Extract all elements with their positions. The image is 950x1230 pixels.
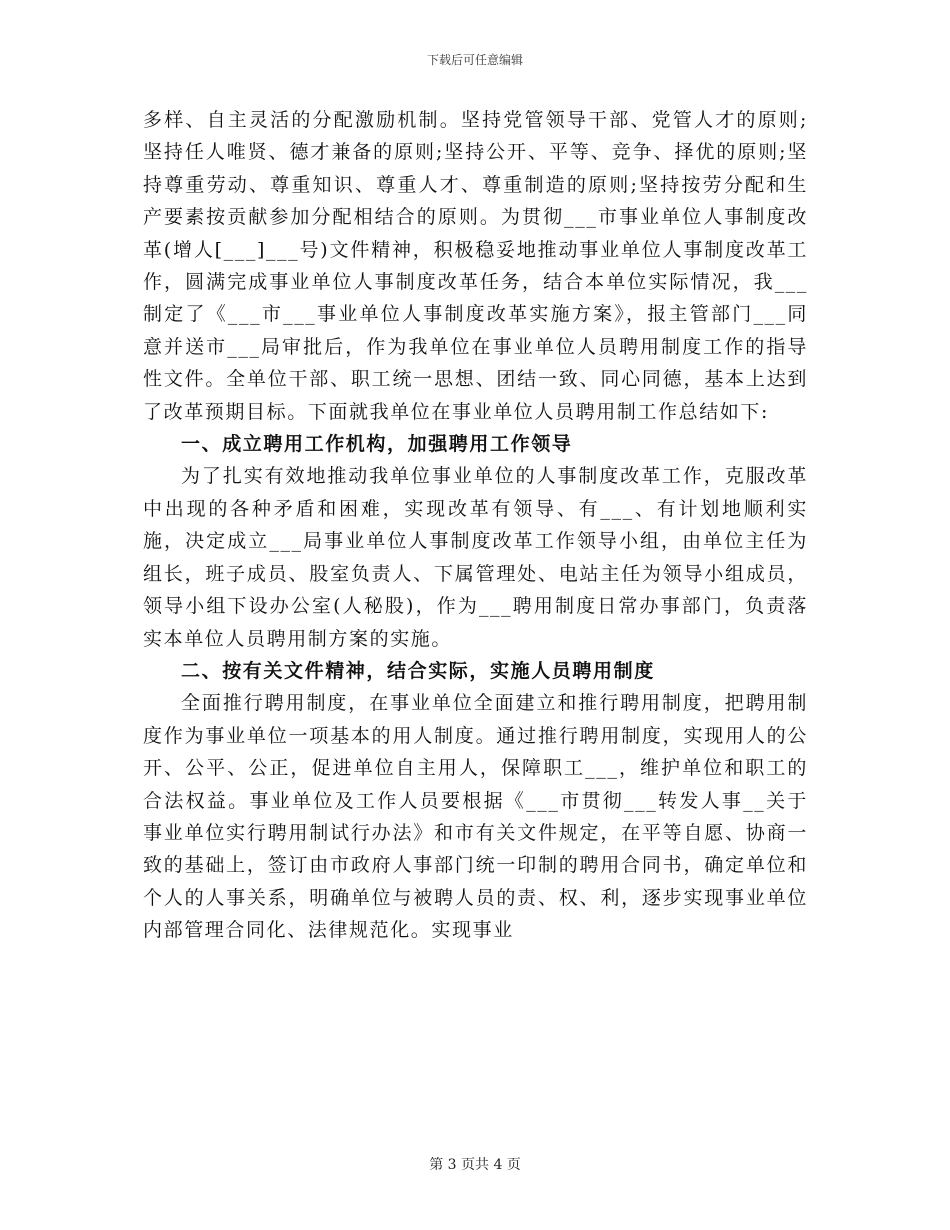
paragraph-section-2: 全面推行聘用制度，在事业单位全面建立和推行聘用制度，把聘用制度作为事业单位一项基本的用人制度。通过推行聘用制度，实现用人的公开、公平、公正，促进单位自主用人，保障职工___，维护单位和职工的合法权益。事业单位及工作人员要根据《___市贯彻___转发人事__关于事业单位实行聘用制试行办法》和市有关文件规定，在平等自愿、协商一致的基础上，签订由市政府人事部门统一印制的聘用合同书，确定单位和个人的人事关系，明确单位与被聘人员的责、权、利，逐步实现事业单位内部管理合同化、法律规范化。实现事业 xyxy=(143,692,808,942)
page-header: 下载后可任意编辑 xyxy=(426,53,523,67)
section-heading-2: 二、按有关文件精神，结合实际，实施人员聘用制度 xyxy=(181,659,655,682)
document-body xyxy=(143,104,808,947)
section-heading-1: 一、成立聘用工作机构，加强聘用工作领导 xyxy=(181,433,573,456)
page-number: 第 3 页共 4 页 xyxy=(429,1157,521,1173)
paragraph-intro: 多样、自主灵活的分配激励机制。坚持党管领导干部、党管人才的原则;坚持任人唯贤、德才兼备的原则;坚持公开、平等、竞争、择优的原则;坚持尊重劳动、尊重知识、尊重人才、尊重制造的原则;坚持按劳分配和生产要素按贡献参加分配相结合的原则。为贯彻___市事业单位人事制度改革(增人[___]___号)文件精神，积极稳妥地推动事业单位人事制度改革工作，圆满完成事业单位人事制度改革任务，结合本单位实际情况，我___制定了《___市___事业单位人事制度改革实施方案》，报主管部门___同意并送市___局审批后，作为我单位在事业单位人员聘用制度工作的指导性文件。全单位干部、职工统一思想、团结一致、同心同德，基本上达到了改革预期目标。下面就我单位在事业单位人员聘用制工作总结如下: xyxy=(143,109,808,423)
paragraph-section-1: 为了扎实有效地推动我单位事业单位的人事制度改革工作，克服改革中出现的各种矛盾和困难，实现改革有领导、有___、有计划地顺利实施，决定成立___局事业单位人事制度改革工作领导小组，由单位主任为组长，班子成员、股室负责人、下属管理处、电站主任为领导小组成员，领导小组下设办公室(人秘股)，作为___聘用制度日常办事部门，负责落实本单位人员聘用制方案的实施。 xyxy=(143,465,808,650)
